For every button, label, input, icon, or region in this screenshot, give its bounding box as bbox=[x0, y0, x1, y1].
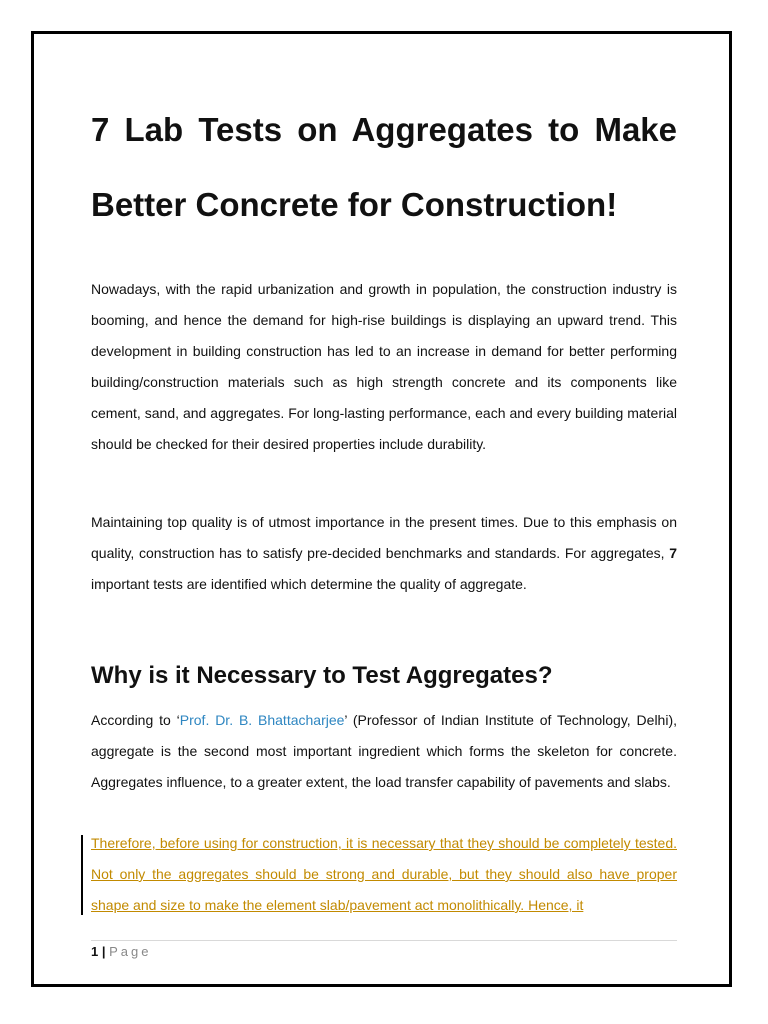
paragraph-quality-text-1: Maintaining top quality is of utmost importance in the present times. Due to this emphasis on quality, construction has to satisfy pre-decided benchmarks and standards. For aggregates, bbox=[91, 514, 677, 561]
paragraph-according bbox=[91, 705, 677, 798]
page-footer bbox=[91, 943, 151, 961]
paragraph-intro: Nowadays, with the rapid urbanization and growth in population, the construction industry is booming, and hence the demand for high-rise buildings is displaying an upward trend. This development in building construction has led to an increase in demand for better performing building/construction materials such as high strength concrete and its components like cement, sand, and aggregates. For long-lasting performance, each and every building material should be checked for their desired properties include durability. bbox=[91, 281, 677, 452]
paragraph-tracked-change: Therefore, before using for construction, it is necessary that they should be completely tested. Not only the aggregates should be strong and durable, but they should also have proper shape and size to make the element slab/pavement act monolithically. Hence, it bbox=[91, 835, 677, 913]
paragraph-according-text-2: ’ (Professor of Indian Institute of Technology, Delhi), aggregate is the second most important ingredient which forms the skeleton for concrete. Aggregates influence, to a greater extent, the load transfer capability of pavements and slabs. bbox=[91, 712, 677, 790]
section-heading: Why is it Necessary to Test Aggregates? bbox=[91, 662, 553, 689]
footer-divider bbox=[91, 940, 677, 941]
page-number: 1 bbox=[91, 944, 99, 959]
professor-link[interactable]: Prof. Dr. B. Bhattacharjee bbox=[179, 712, 345, 728]
document-title: 7 Lab Tests on Aggregates to Make Better Concrete for Construction! bbox=[91, 111, 677, 223]
tests-count: 7 bbox=[669, 545, 677, 561]
footer-separator: | bbox=[98, 944, 110, 959]
tracked-change-bar bbox=[81, 835, 83, 915]
paragraph-according-text-1: According to ‘ bbox=[91, 712, 180, 728]
paragraph-quality bbox=[91, 507, 677, 600]
page-label: Page bbox=[109, 944, 152, 959]
paragraph-quality-text-2: important tests are identified which determine the quality of aggregate. bbox=[91, 576, 527, 592]
